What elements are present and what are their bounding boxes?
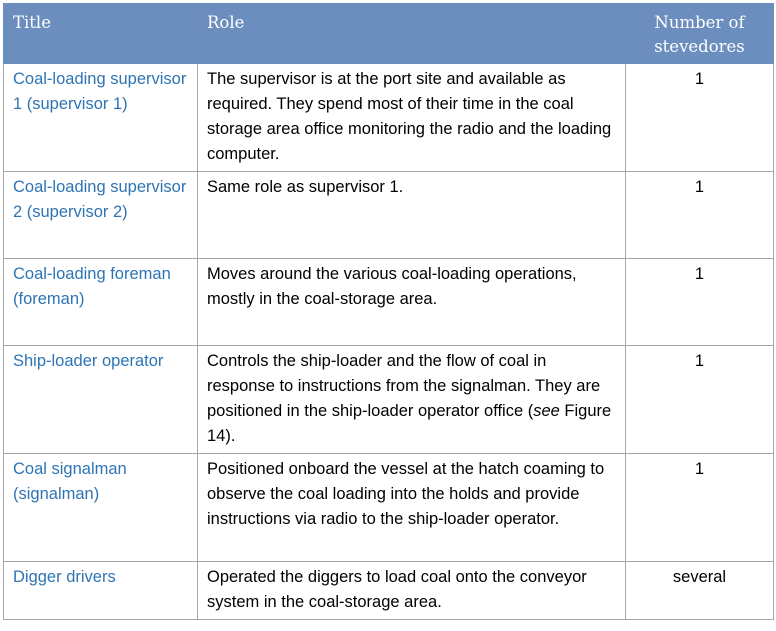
stevedore-roles-table <box>3 3 774 620</box>
header-number-of-stevedores: Number of stevedores <box>626 4 774 64</box>
row-count: 1 <box>626 64 774 172</box>
row-role: Positioned onboard the vessel at the hatch coaming to observe the coal loading into the holds and provide instructions via radio to the ship-loader operator. <box>198 454 626 562</box>
row-title: Coal-loading foreman (foreman) <box>4 259 198 346</box>
row-role: The supervisor is at the port site and available as required. They spend most of their time in the coal storage area office monitoring the radio and the loading computer. <box>198 64 626 172</box>
row-title: Coal-loading supervisor 1 (supervisor 1) <box>4 64 198 172</box>
table-row <box>4 64 774 172</box>
row-count: 1 <box>626 454 774 562</box>
header-role: Role <box>198 4 626 64</box>
table-row <box>4 259 774 346</box>
row-count: several <box>626 562 774 620</box>
row-role <box>198 346 626 454</box>
row-role-text: Controls the ship-loader and the flow of coal in response to instructions from the signalman. They are positioned in the ship-loader operator office ( <box>207 352 601 420</box>
row-role-emphasis: see <box>533 402 560 420</box>
row-title: Digger drivers <box>4 562 198 620</box>
row-count: 1 <box>626 172 774 259</box>
row-title: Coal signalman (signalman) <box>4 454 198 562</box>
table-row <box>4 562 774 620</box>
row-title: Coal-loading supervisor 2 (supervisor 2) <box>4 172 198 259</box>
header-title: Title <box>4 4 198 64</box>
row-role-text-tail: Figure 14). <box>207 402 612 445</box>
table-header-row <box>4 4 774 64</box>
table-row <box>4 172 774 259</box>
table-row <box>4 346 774 454</box>
row-count: 1 <box>626 346 774 454</box>
row-role: Moves around the various coal-loading operations, mostly in the coal-storage area. <box>198 259 626 346</box>
row-count: 1 <box>626 259 774 346</box>
row-role: Same role as supervisor 1. <box>198 172 626 259</box>
row-title: Ship-loader operator <box>4 346 198 454</box>
row-role: Operated the diggers to load coal onto the conveyor system in the coal-storage area. <box>198 562 626 620</box>
table-row <box>4 454 774 562</box>
